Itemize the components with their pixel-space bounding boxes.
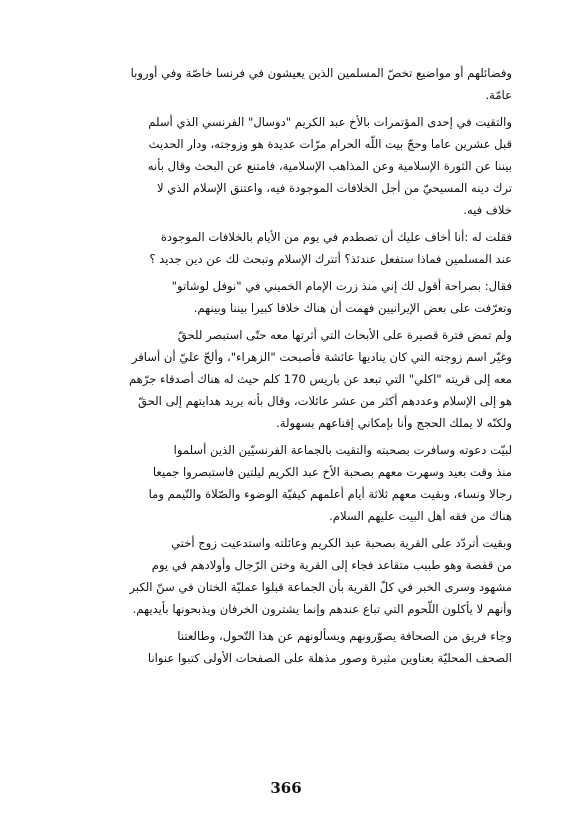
text-line: هناك من فقه أهل البيت عليهم السلام. [329, 509, 512, 523]
text-line: معه إلى قريته "اكلي" التي تبعد عن باريس 170 كلم حيث له هناك أصدقاء جرّهم [128, 372, 512, 386]
page-number: 366 [270, 779, 302, 797]
text-line: من قفصة وهو طبيب متقاعد فجاء إلى القرية وختن الرّجال وأولادهم في يوم [151, 558, 512, 572]
text-line: وبقيت أتردّد على القرية بصحبة عبد الكريم وعائلته واستدعيت زوج أختي [171, 536, 512, 550]
text-line: خلاف فيه. [463, 203, 512, 217]
text-line: والتقيت في إحدى المؤتمرات بالأخ عبد الكريم "دوسال" الفرنسي الذي أسلم [148, 115, 512, 129]
text-line: ترك دينه المسيحيّ من أجل الخلافات الموجودة فيه، واعتنق الإسلام الذي لا [156, 181, 512, 195]
text-line: بيننا عن الثورة الإسلامية وعن المذاهب الإسلامية، فامتنع عن البحث وقال بأنه [147, 159, 512, 173]
paragraph-8 [88, 625, 512, 669]
paragraph-6 [88, 439, 512, 527]
text-line: مشهود وسرى الخبر في كلّ القرية بأن الجماعة قبلوا عمليّة الختان في سنّ الكبر [129, 580, 512, 594]
text-line: وتعرّفت على بعض الإيرانيين فهمت أن هناك خلافا كبيرا بيننا وبينهم. [193, 301, 512, 315]
text-line: ولكنّه لا يملك الحجج وأنا بإمكاني إقناعهم بسهولة. [276, 416, 512, 430]
text-line: الصحف المحليّة بعناوين مثيرة وصور مذهلة على الصفحات الأولى كتبوا عنوانا [147, 651, 512, 665]
paragraph-2 [88, 111, 512, 221]
body-text [88, 62, 512, 674]
text-line: ولم تمض فترة قصيرة على الأبحاث التي أثرتها معه حتّى استبصر للحقّ [177, 328, 512, 342]
paragraph-3 [88, 226, 512, 270]
text-line: فقلت له :أنا أخاف عليك أن تصطدم في يوم من الأيام بالخلافات الموجودة [160, 230, 512, 244]
text-line: عامّة. [485, 88, 512, 102]
paragraph-4 [88, 275, 512, 319]
text-line: منذ وقت بعيد وسهرت معهم بصحبة الأخ عبد الكريم ليلتين فاستبصروا جميعا [152, 465, 512, 479]
text-line: وغيّر اسم زوجته التي كان يناديها عائشة فأصبحت "الزهراء"، وألحّ عليّ أن أسافر [131, 350, 512, 364]
text-line: عند المسلمين فماذا ستفعل عندئذ؟ أتترك الإسلام وتبحث لك عن دين جديد ؟ [149, 252, 512, 266]
text-line: وفضائلهم أو مواضيع تخصّ المسلمين الذين يعيشون في فرنسا خاصّة وفي أوروبا [130, 66, 512, 80]
text-line: لبيّت دعوته وسافرت بصحبته والتقيت بالجماعة الفرنسيّين الذين أسلموا [173, 443, 512, 457]
text-line: وجاء فريق من الصحافة يصوّرونهم ويسألونهم عن هذا التّحول، وطالعتنا [177, 629, 512, 643]
text-line: رجالا ونساء، وبقيت معهم ثلاثة أيام أعلمهم كيفيّة الوضوء والصّلاة والتّيمم وما [148, 487, 512, 501]
paragraph-5 [88, 324, 512, 434]
text-line: قبل عشرين عاما وحجّ بيت اللّه الحرام مرّات عديدة هو وزوجته، ودار الحديث [148, 137, 512, 151]
text-line: فقال: بصراحة أقول لك إني منذ زرت الإمام الخميني في "نوفل لوشاتو" [171, 279, 512, 293]
paragraph-7 [88, 532, 512, 620]
text-line: وأنهم لا يأكلون اللّحوم التي تباع عندهم وإنما يشترون الخرفان ويذبحونها بأيديهم. [132, 602, 512, 616]
text-line: هو إلى الإسلام وعددهم أكثر من عشر عائلات، وقال بأنه يريد هدايتهم إلى الحقّ [137, 394, 512, 408]
paragraph-1 [88, 62, 512, 106]
